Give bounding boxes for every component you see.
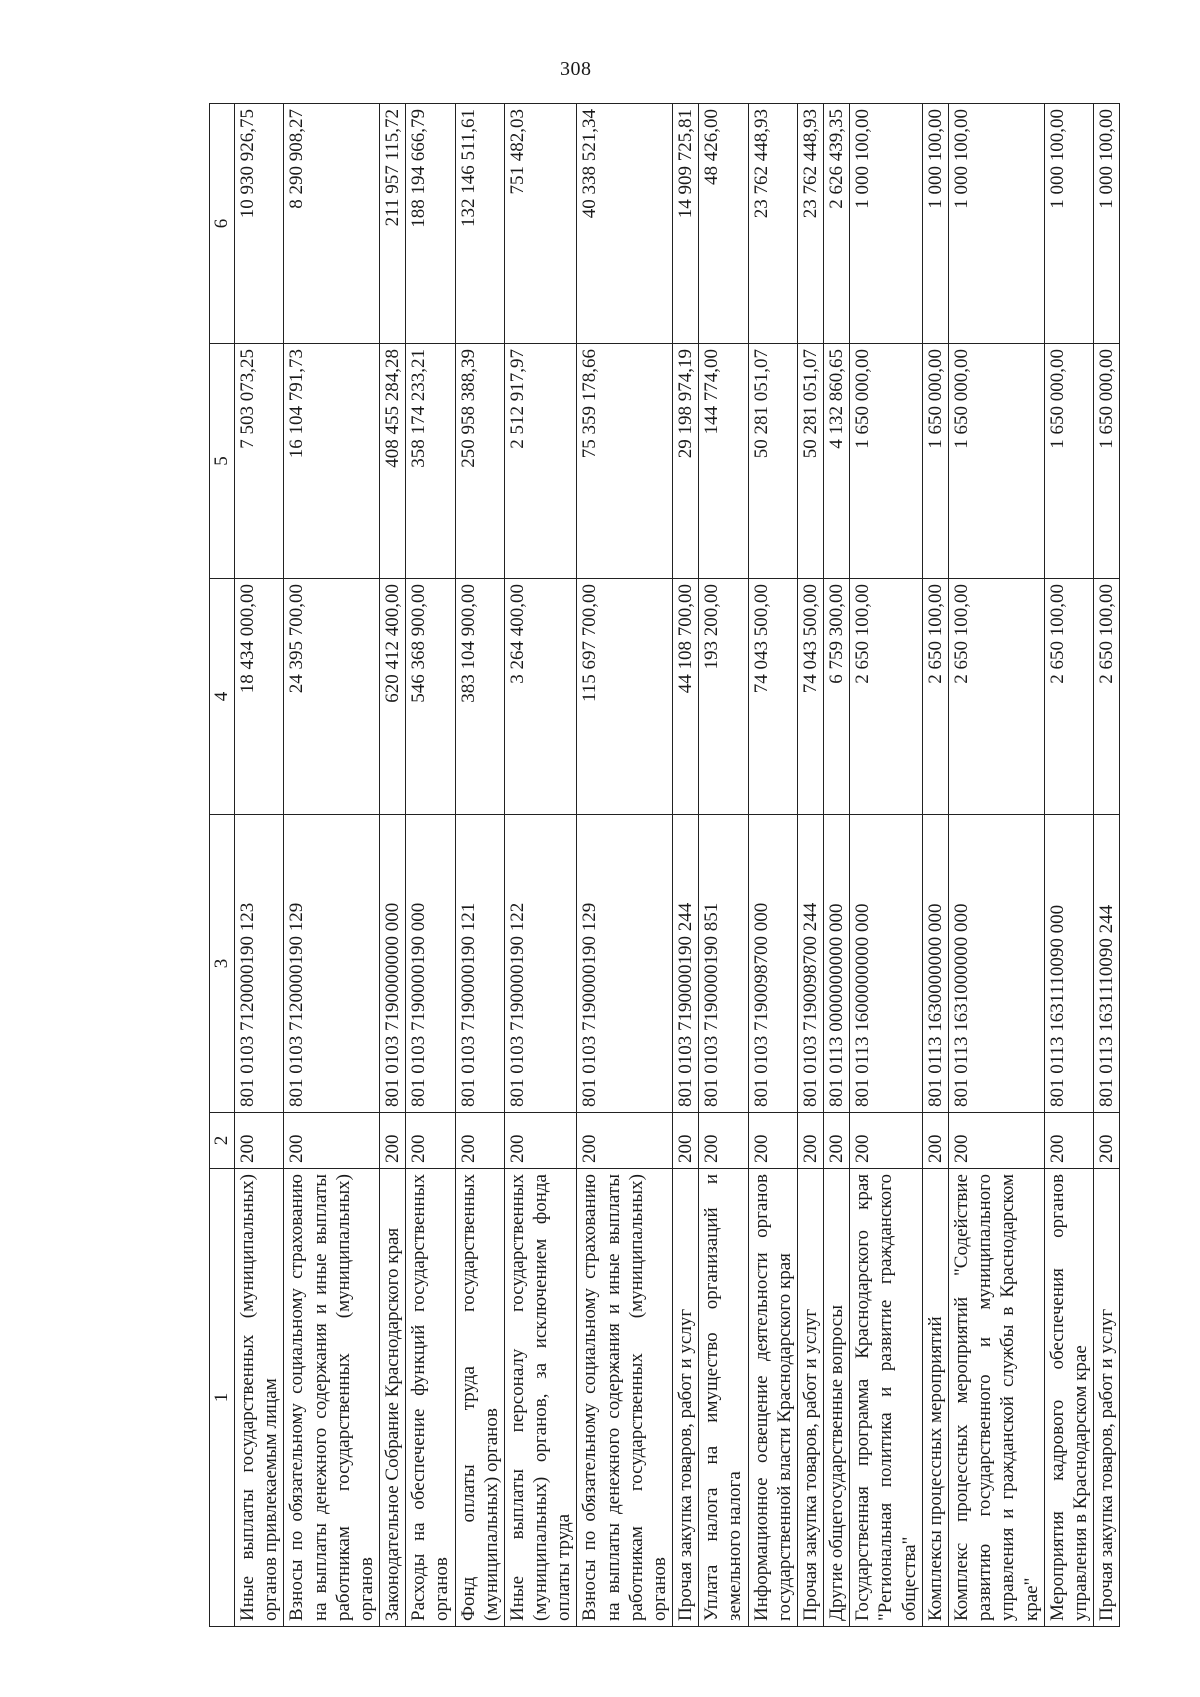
header-cell: 6	[210, 104, 235, 344]
row-remainder-cell: 132 146 511,61	[455, 104, 504, 344]
row-executed-cell: 250 958 388,39	[455, 344, 504, 579]
row-executed-cell: 1 650 000,00	[1094, 344, 1120, 579]
row-name-cell: Другие общегосударственные вопросы	[824, 1169, 850, 1627]
table-row	[824, 104, 850, 1627]
row-code-cell: 801 0103 7190000190 129	[577, 815, 673, 1113]
row-code-cell: 801 0103 7190000190 122	[504, 815, 577, 1113]
row-executed-cell: 1 650 000,00	[922, 344, 948, 579]
row-plan-cell: 193 200,00	[699, 579, 748, 815]
row-remainder-cell: 1 000 100,00	[1044, 104, 1093, 344]
table-row	[850, 104, 923, 1627]
table-row	[235, 104, 284, 1627]
row-plan-cell: 44 108 700,00	[673, 579, 699, 815]
row-executed-cell: 1 650 000,00	[850, 344, 923, 579]
row-code-cell: 801 0103 7120000190 123	[235, 815, 284, 1113]
row-remainder-cell: 8 290 908,27	[284, 104, 380, 344]
row-code-cell: 801 0113 0000000000 000	[824, 815, 850, 1113]
header-cell: 2	[210, 1113, 235, 1169]
row-ksr-cell: 200	[922, 1113, 948, 1169]
row-plan-cell: 620 412 400,00	[380, 579, 406, 815]
row-executed-cell: 7 503 073,25	[235, 344, 284, 579]
table-row	[380, 104, 406, 1627]
row-executed-cell: 29 198 974,19	[673, 344, 699, 579]
row-ksr-cell: 200	[824, 1113, 850, 1169]
row-executed-cell: 358 174 233,21	[406, 344, 455, 579]
row-ksr-cell: 200	[235, 1113, 284, 1169]
row-ksr-cell: 200	[1094, 1113, 1120, 1169]
row-code-cell: 801 0103 7190000190 000	[406, 815, 455, 1113]
row-remainder-cell: 211 957 115,72	[380, 104, 406, 344]
row-name-cell: Взносы по обязательному социальному страхованию на выплаты денежного содержания и иные выплаты работникам государственных (муниципальных) органов	[577, 1169, 673, 1627]
table-row	[699, 104, 748, 1627]
table-row	[1094, 104, 1120, 1627]
table-row	[455, 104, 504, 1627]
row-plan-cell: 115 697 700,00	[577, 579, 673, 815]
table-row	[284, 104, 380, 1627]
row-remainder-cell: 40 338 521,34	[577, 104, 673, 344]
row-ksr-cell: 200	[380, 1113, 406, 1169]
row-ksr-cell: 200	[850, 1113, 923, 1169]
budget-table	[209, 103, 1120, 1627]
row-ksr-cell: 200	[577, 1113, 673, 1169]
header-row	[210, 104, 235, 1627]
row-code-cell: 801 0113 1630000000 000	[922, 815, 948, 1113]
row-ksr-cell: 200	[748, 1113, 797, 1169]
row-remainder-cell: 751 482,03	[504, 104, 577, 344]
row-name-cell: Комплексы процессных мероприятий	[922, 1169, 948, 1627]
table-row	[797, 104, 823, 1627]
row-name-cell: Мероприятия кадрового обеспечения органов управления в Краснодарском крае	[1044, 1169, 1093, 1627]
row-executed-cell: 2 512 917,97	[504, 344, 577, 579]
row-code-cell: 801 0103 7190000190 851	[699, 815, 748, 1113]
row-executed-cell: 1 650 000,00	[948, 344, 1044, 579]
page-number: 308	[560, 58, 592, 80]
row-code-cell: 801 0113 1631110090 244	[1094, 815, 1120, 1113]
row-ksr-cell: 200	[455, 1113, 504, 1169]
rotated-table-container	[209, 104, 1156, 1627]
row-executed-cell: 144 774,00	[699, 344, 748, 579]
row-ksr-cell: 200	[1044, 1113, 1093, 1169]
table-row	[504, 104, 577, 1627]
row-code-cell: 801 0103 7190098700 244	[797, 815, 823, 1113]
row-code-cell: 801 0103 7190000190 244	[673, 815, 699, 1113]
row-code-cell: 801 0103 7190000000 000	[380, 815, 406, 1113]
row-name-cell: Расходы на обеспечение функций государственных органов	[406, 1169, 455, 1627]
row-ksr-cell: 200	[406, 1113, 455, 1169]
table-row	[748, 104, 797, 1627]
row-remainder-cell: 1 000 100,00	[850, 104, 923, 344]
table-row	[577, 104, 673, 1627]
row-name-cell: Прочая закупка товаров, работ и услуг	[1094, 1169, 1120, 1627]
row-executed-cell: 75 359 178,66	[577, 344, 673, 579]
header-cell: 3	[210, 815, 235, 1113]
row-name-cell: Законодательное Собрание Краснодарского края	[380, 1169, 406, 1627]
row-remainder-cell: 1 000 100,00	[1094, 104, 1120, 344]
row-remainder-cell: 48 426,00	[699, 104, 748, 344]
row-remainder-cell: 23 762 448,93	[797, 104, 823, 344]
row-ksr-cell: 200	[699, 1113, 748, 1169]
table-row	[406, 104, 455, 1627]
table-row	[922, 104, 948, 1627]
row-code-cell: 801 0113 1600000000 000	[850, 815, 923, 1113]
row-name-cell: Уплата налога на имущество организаций и земельного налога	[699, 1169, 748, 1627]
row-plan-cell: 18 434 000,00	[235, 579, 284, 815]
row-plan-cell: 3 264 400,00	[504, 579, 577, 815]
row-name-cell: Прочая закупка товаров, работ и услуг	[797, 1169, 823, 1627]
row-ksr-cell: 200	[948, 1113, 1044, 1169]
row-remainder-cell: 1 000 100,00	[948, 104, 1044, 344]
row-plan-cell: 74 043 500,00	[748, 579, 797, 815]
row-plan-cell: 2 650 100,00	[948, 579, 1044, 815]
row-ksr-cell: 200	[797, 1113, 823, 1169]
row-name-cell: Прочая закупка товаров, работ и услуг	[673, 1169, 699, 1627]
row-plan-cell: 74 043 500,00	[797, 579, 823, 815]
row-remainder-cell: 188 194 666,79	[406, 104, 455, 344]
row-code-cell: 801 0103 7120000190 129	[284, 815, 380, 1113]
row-executed-cell: 1 650 000,00	[1044, 344, 1093, 579]
row-name-cell: Взносы по обязательному социальному страхованию на выплаты денежного содержания и иные выплаты работникам государственных (муниципальных) органов	[284, 1169, 380, 1627]
row-plan-cell: 2 650 100,00	[922, 579, 948, 815]
row-name-cell: Комплекс процессных мероприятий "Содействие развитию государственного и муниципального управления и гражданской службы в Краснодарском крае"	[948, 1169, 1044, 1627]
row-code-cell: 801 0113 1631110090 000	[1044, 815, 1093, 1113]
header-cell: 1	[210, 1169, 235, 1627]
row-remainder-cell: 23 762 448,93	[748, 104, 797, 344]
row-plan-cell: 6 759 300,00	[824, 579, 850, 815]
row-executed-cell: 408 455 284,28	[380, 344, 406, 579]
row-plan-cell: 2 650 100,00	[1044, 579, 1093, 815]
table-row	[673, 104, 699, 1627]
row-ksr-cell: 200	[673, 1113, 699, 1169]
row-plan-cell: 24 395 700,00	[284, 579, 380, 815]
row-code-cell: 801 0103 7190000190 121	[455, 815, 504, 1113]
row-name-cell: Иные выплаты персоналу государственных (муниципальных) органов, за исключением фонда оплаты труда	[504, 1169, 577, 1627]
row-executed-cell: 50 281 051,07	[748, 344, 797, 579]
table-row	[1044, 104, 1093, 1627]
row-name-cell: Информационное освещение деятельности органов государственной власти Краснодарского края	[748, 1169, 797, 1627]
row-code-cell: 801 0103 7190098700 000	[748, 815, 797, 1113]
table-body	[235, 104, 1120, 1627]
row-plan-cell: 2 650 100,00	[850, 579, 923, 815]
row-plan-cell: 383 104 900,00	[455, 579, 504, 815]
header-cell: 4	[210, 579, 235, 815]
table-row	[948, 104, 1044, 1627]
row-name-cell: Фонд оплаты труда государственных (муниципальных) органов	[455, 1169, 504, 1627]
row-ksr-cell: 200	[504, 1113, 577, 1169]
row-name-cell: Иные выплаты государственных (муниципальных) органов привлекаемым лицам	[235, 1169, 284, 1627]
row-executed-cell: 50 281 051,07	[797, 344, 823, 579]
row-name-cell: Государственная программа Краснодарского края "Региональная политика и развитие гражданского общества"	[850, 1169, 923, 1627]
row-code-cell: 801 0113 1631000000 000	[948, 815, 1044, 1113]
row-remainder-cell: 2 626 439,35	[824, 104, 850, 344]
header-cell: 5	[210, 344, 235, 579]
row-remainder-cell: 1 000 100,00	[922, 104, 948, 344]
row-plan-cell: 2 650 100,00	[1094, 579, 1120, 815]
row-remainder-cell: 10 930 926,75	[235, 104, 284, 344]
row-ksr-cell: 200	[284, 1113, 380, 1169]
row-executed-cell: 4 132 860,65	[824, 344, 850, 579]
row-plan-cell: 546 368 900,00	[406, 579, 455, 815]
row-remainder-cell: 14 909 725,81	[673, 104, 699, 344]
row-executed-cell: 16 104 791,73	[284, 344, 380, 579]
